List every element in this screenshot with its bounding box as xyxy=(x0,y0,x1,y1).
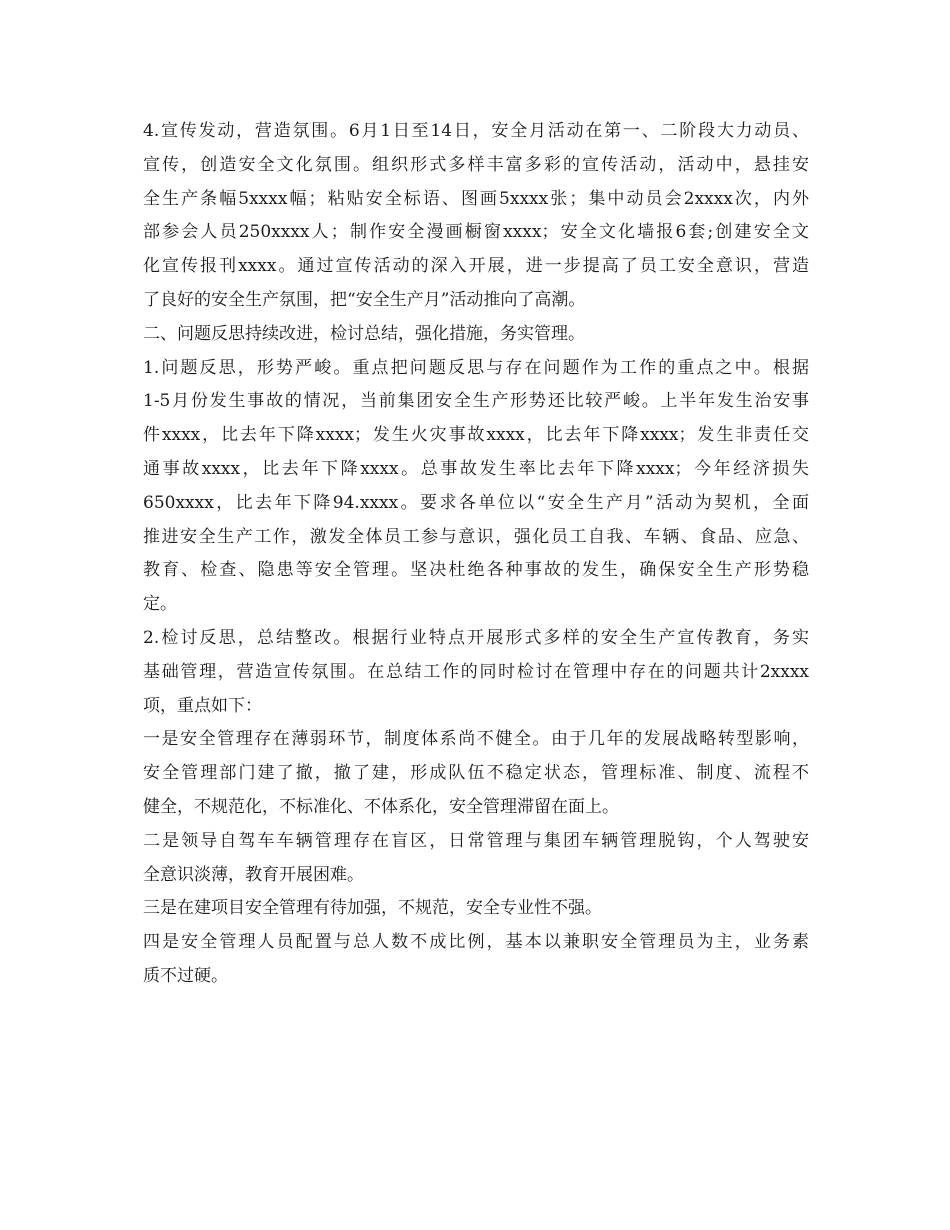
text-line: 通事故xxxx，比去年下降xxxx。总事故发生率比去年下降xxxx；今年经济损失 xyxy=(143,458,809,479)
text-line: 项，重点如下： xyxy=(143,695,262,716)
text-line: 650xxxx，比去年下降94.xxxx。要求各单位以“安全生产月”活动为契机，全面 xyxy=(143,492,809,513)
text-line: 1-5月份发生事故的情况，当前集团安全生产形势还比较严峻。上半年发生治安事 xyxy=(143,391,809,412)
text-line: 三是在建项目安全管理有待加强，不规范，安全专业性不强。 xyxy=(143,898,602,919)
document-body xyxy=(143,115,809,994)
text-line: 2.检讨反思，总结整改。根据行业特点开展形式多样的安全生产宣传教育，务实 xyxy=(143,627,809,648)
text-line: 1.问题反思，形势严峻。重点把问题反思与存在问题作为工作的重点之中。根据 xyxy=(143,357,809,378)
text-line: 全意识淡薄，教育开展困难。 xyxy=(143,864,364,885)
text-line: 推进安全生产工作，激发全体员工参与意识，强化员工自我、车辆、食品、应急、 xyxy=(143,526,809,547)
text-line: 4.宣传发动，营造氛围。6月1日至14日，安全月活动在第一、二阶段大力动员、 xyxy=(143,121,809,141)
text-line: 部参会人员250xxxx人；制作安全漫画橱窗xxxx；安全文化墙报6套;创建安全文 xyxy=(143,222,809,243)
text-line: 教育、检查、隐患等安全管理。坚决杜绝各种事故的发生，确保安全生产形势稳 xyxy=(143,560,809,581)
text-line: 宣传，创造安全文化氛围。组织形式多样丰富多彩的宣传活动，活动中，悬挂安 xyxy=(143,154,809,175)
text-line: 四是安全管理人员配置与总人数不成比例，基本以兼职安全管理员为主，业务素 xyxy=(143,932,809,953)
text-line: 安全管理部门建了撤，撤了建，形成队伍不稳定状态，管理标准、制度、流程不 xyxy=(143,763,809,784)
text-line: 二是领导自驾车车辆管理存在盲区，日常管理与集团车辆管理脱钩，个人驾驶安 xyxy=(143,830,809,851)
text-line: 质不过硬。 xyxy=(143,965,228,986)
text-line: 化宣传报刊xxxx。通过宣传活动的深入开展，进一步提高了员工安全意识，营造 xyxy=(143,256,809,277)
text-line: 全生产条幅5xxxx幅；粘贴安全标语、图画5xxxx张；集中动员会2xxxx次，内外 xyxy=(143,188,809,209)
text-line: 件xxxx，比去年下降xxxx；发生火灾事故xxxx，比去年下降xxxx；发生非责任交 xyxy=(143,425,809,446)
text-line: 基础管理，营造宣传氛围。在总结工作的同时检讨在管理中存在的问题共计2xxxx xyxy=(143,661,809,682)
text-line: 二、问题反思持续改进，检讨总结，强化措施，务实管理。 xyxy=(143,323,585,344)
text-line: 健全，不规范化，不标准化、不体系化，安全管理滞留在面上。 xyxy=(143,796,619,817)
text-line: 了良好的安全生产氛围，把“安全生产月”活动推向了高潮。 xyxy=(143,289,586,310)
text-line: 定。 xyxy=(143,594,177,615)
text-line: 一是安全管理存在薄弱环节，制度体系尚不健全。由于几年的发展战略转型影响， xyxy=(143,729,809,750)
